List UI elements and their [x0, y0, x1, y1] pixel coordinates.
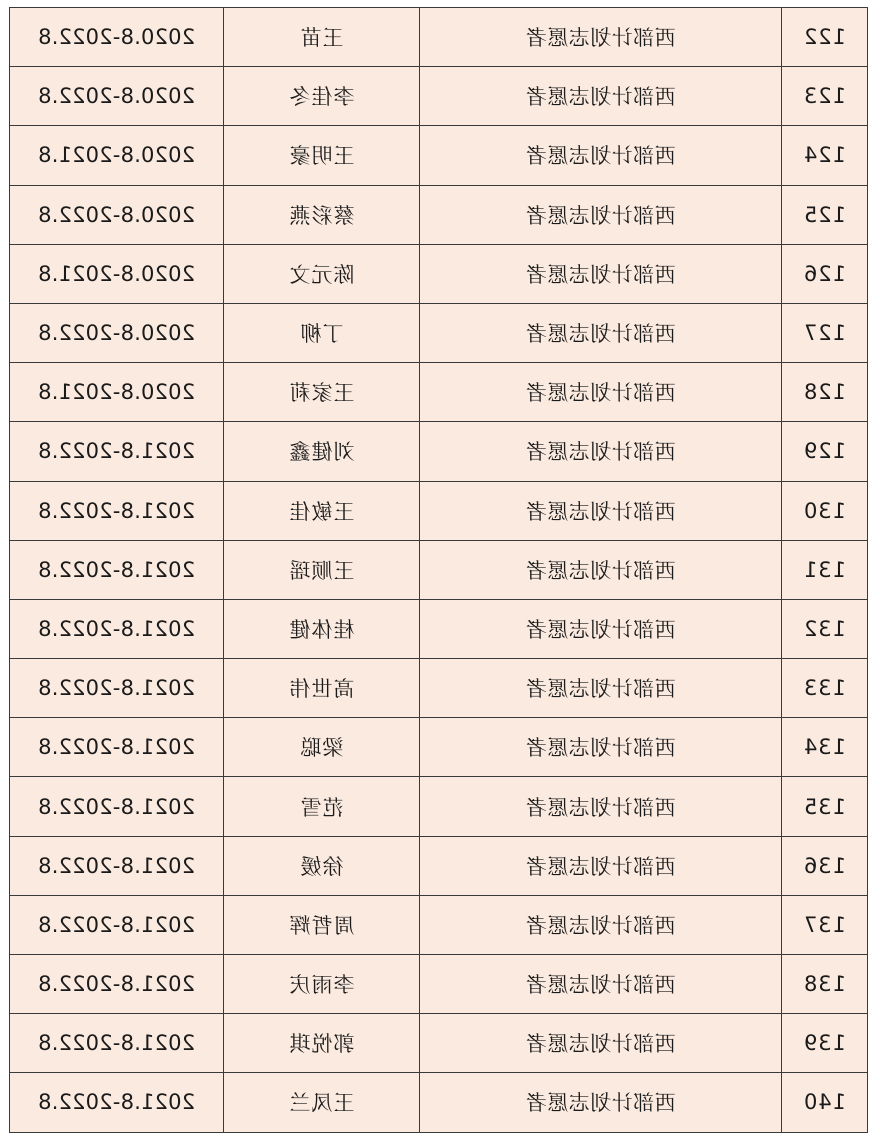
table-row: [10, 8, 868, 67]
volunteer-name-cell: 王苗: [224, 8, 420, 67]
volunteer-name-cell: 王明豪: [224, 126, 420, 185]
table-row: [10, 303, 868, 362]
volunteer-type-cell: 西部计划志愿者: [420, 422, 782, 481]
row-number-cell: 128: [782, 363, 868, 422]
volunteer-name-cell: 蔡彩燕: [224, 185, 420, 244]
service-period-cell: 2020.8-2022.8: [10, 303, 224, 362]
table-row: [10, 244, 868, 303]
row-number-cell: 140: [782, 1073, 868, 1132]
service-period-cell: 2020.8-2022.8: [10, 8, 224, 67]
row-number-cell: 133: [782, 659, 868, 718]
volunteer-name-cell: 李雨庆: [224, 955, 420, 1014]
table-row: [10, 422, 868, 481]
service-period-cell: 2021.8-2022.8: [10, 895, 224, 954]
service-period-cell: 2021.8-2022.8: [10, 599, 224, 658]
service-period-cell: 2021.8-2022.8: [10, 718, 224, 777]
volunteer-type-cell: 西部计划志愿者: [420, 659, 782, 718]
service-period-cell: 2020.8-2021.8: [10, 363, 224, 422]
row-number-cell: 124: [782, 126, 868, 185]
table-row: [10, 540, 868, 599]
volunteer-type-cell: 西部计划志愿者: [420, 777, 782, 836]
table-row: [10, 126, 868, 185]
row-number-cell: 130: [782, 481, 868, 540]
table-row: [10, 659, 868, 718]
volunteer-type-cell: 西部计划志愿者: [420, 895, 782, 954]
volunteer-name-cell: 王家莉: [224, 363, 420, 422]
volunteer-type-cell: 西部计划志愿者: [420, 185, 782, 244]
table-row: [10, 481, 868, 540]
service-period-cell: 2021.8-2022.8: [10, 659, 224, 718]
row-number-cell: 131: [782, 540, 868, 599]
volunteer-name-cell: 桂体健: [224, 599, 420, 658]
service-period-cell: 2021.8-2022.8: [10, 836, 224, 895]
service-period-cell: 2020.8-2022.8: [10, 185, 224, 244]
table-row: [10, 895, 868, 954]
volunteer-name-cell: 徐媛: [224, 836, 420, 895]
volunteer-type-cell: 西部计划志愿者: [420, 718, 782, 777]
volunteer-name-cell: 郭悦琪: [224, 1014, 420, 1073]
row-number-cell: 132: [782, 599, 868, 658]
table-row: [10, 599, 868, 658]
table-row: [10, 777, 868, 836]
service-period-cell: 2021.8-2022.8: [10, 1073, 224, 1132]
row-number-cell: 129: [782, 422, 868, 481]
service-period-cell: 2020.8-2021.8: [10, 244, 224, 303]
volunteer-type-cell: 西部计划志愿者: [420, 126, 782, 185]
row-number-cell: 135: [782, 777, 868, 836]
row-number-cell: 123: [782, 67, 868, 126]
table-row: [10, 718, 868, 777]
volunteer-type-cell: 西部计划志愿者: [420, 955, 782, 1014]
row-number-cell: 134: [782, 718, 868, 777]
service-period-cell: 2021.8-2022.8: [10, 1014, 224, 1073]
volunteer-type-cell: 西部计划志愿者: [420, 599, 782, 658]
row-number-cell: 122: [782, 8, 868, 67]
service-period-cell: 2020.8-2021.8: [10, 126, 224, 185]
volunteer-type-cell: 西部计划志愿者: [420, 363, 782, 422]
service-period-cell: 2020.8-2022.8: [10, 67, 224, 126]
volunteer-type-cell: 西部计划志愿者: [420, 303, 782, 362]
mirrored-table-wrapper: [10, 7, 868, 1140]
volunteer-type-cell: 西部计划志愿者: [420, 1014, 782, 1073]
table-row: [10, 363, 868, 422]
volunteer-name-cell: 李佳冬: [224, 67, 420, 126]
volunteer-name-cell: 范雪: [224, 777, 420, 836]
table-row: [10, 955, 868, 1014]
volunteer-name-cell: 刘健鑫: [224, 422, 420, 481]
volunteer-name-cell: 王顺瑶: [224, 540, 420, 599]
service-period-cell: 2021.8-2022.8: [10, 422, 224, 481]
service-period-cell: 2021.8-2022.8: [10, 777, 224, 836]
volunteer-type-cell: 西部计划志愿者: [420, 244, 782, 303]
volunteer-type-cell: 西部计划志愿者: [420, 836, 782, 895]
table-row: [10, 185, 868, 244]
volunteer-name-cell: 梁聪: [224, 718, 420, 777]
volunteer-name-cell: 王凤兰: [224, 1073, 420, 1132]
row-number-cell: 137: [782, 895, 868, 954]
table-row: [10, 836, 868, 895]
volunteer-type-cell: 西部计划志愿者: [420, 67, 782, 126]
row-number-cell: 127: [782, 303, 868, 362]
table-row: [10, 1014, 868, 1073]
service-period-cell: 2021.8-2022.8: [10, 955, 224, 1014]
volunteer-type-cell: 西部计划志愿者: [420, 540, 782, 599]
row-number-cell: 139: [782, 1014, 868, 1073]
row-number-cell: 126: [782, 244, 868, 303]
service-period-cell: 2021.8-2022.8: [10, 481, 224, 540]
row-number-cell: 136: [782, 836, 868, 895]
volunteer-type-cell: 西部计划志愿者: [420, 481, 782, 540]
service-period-cell: 2021.8-2022.8: [10, 540, 224, 599]
table-row: [10, 1073, 868, 1132]
volunteer-name-cell: 周哲辉: [224, 895, 420, 954]
row-number-cell: 138: [782, 955, 868, 1014]
volunteer-type-cell: 西部计划志愿者: [420, 8, 782, 67]
volunteer-name-cell: 陈元文: [224, 244, 420, 303]
volunteer-name-cell: 高世伟: [224, 659, 420, 718]
volunteer-type-cell: 西部计划志愿者: [420, 1073, 782, 1132]
roster-table-body: [10, 8, 868, 1133]
row-number-cell: 125: [782, 185, 868, 244]
volunteer-roster-table: [9, 7, 868, 1133]
volunteer-name-cell: 丁柳: [224, 303, 420, 362]
volunteer-name-cell: 王敏佳: [224, 481, 420, 540]
table-row: [10, 67, 868, 126]
